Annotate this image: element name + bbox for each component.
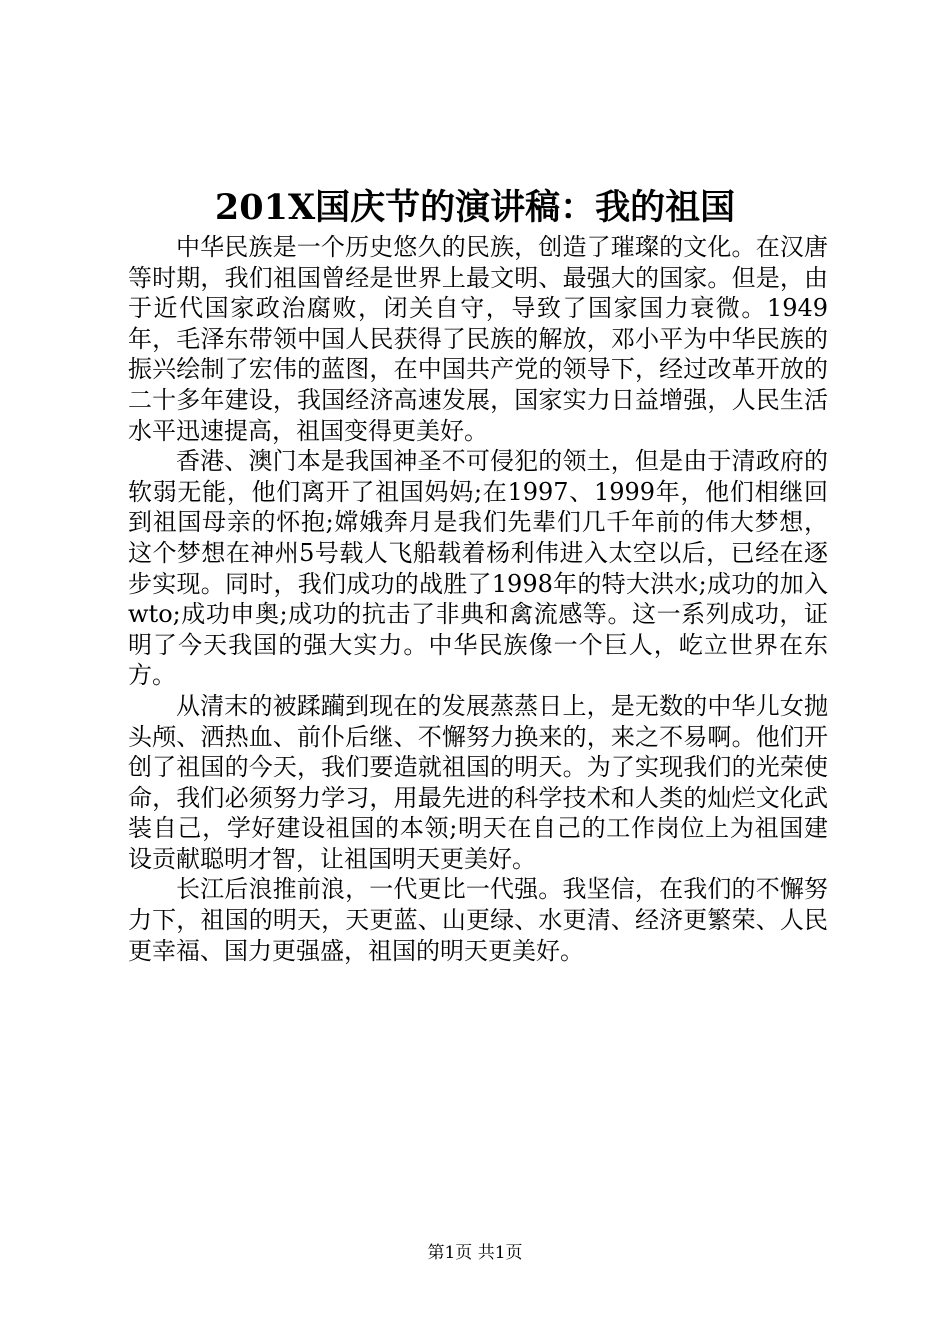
paragraph-4: 长江后浪推前浪，一代更比一代强。我坚信，在我们的不懈努力下，祖国的明天，天更蓝、山更绿、水更清、经济更繁荣、人民更幸福、国力更强盛，祖国的明天更美好。 <box>128 875 828 965</box>
document-body <box>128 232 828 966</box>
paragraph-3: 从清末的被蹂躏到现在的发展蒸蒸日上，是无数的中华儿女抛头颅、洒热血、前仆后继、不懈努力换来的，来之不易啊。他们开创了祖国的今天，我们要造就祖国的明天。为了实现我们的光荣使命，我们必须努力学习，用最先进的科学技术和人类的灿烂文化武装自己，学好建设祖国的本领;明天在自己的工作岗位上为祖国建设贡献聪明才智，让祖国明天更美好。 <box>128 691 828 873</box>
paragraph-1: 中华民族是一个历史悠久的民族，创造了璀璨的文化。在汉唐等时期，我们祖国曾经是世界上最文明、最强大的国家。但是，由于近代国家政治腐败，闭关自守，导致了国家国力衰微。1949年，毛泽东带领中国人民获得了民族的解放，邓小平为中华民族的振兴绘制了宏伟的蓝图，在中国共产党的领导下，经过改革开放的二十多年建设，我国经济高速发展，国家实力日益增强，人民生活水平迅速提高，祖国变得更美好。 <box>128 233 828 445</box>
page-number-footer: 第1页 共1页 <box>427 1243 523 1263</box>
document-title: 201X国庆节的演讲稿：我的祖国 <box>214 187 736 228</box>
paragraph-2: 香港、澳门本是我国神圣不可侵犯的领土，但是由于清政府的软弱无能，他们离开了祖国妈妈;在1997、1999年，他们相继回到祖国母亲的怀抱;嫦娥奔月是我们先辈们几千年前的伟大梦想，这个梦想在神州5号载人飞船载着杨利伟进入太空以后，已经在逐步实现。同时，我们成功的战胜了1998年的特大洪水;成功的加入wto;成功申奥;成功的抗击了非典和禽流感等。这一系列成功，证明了今天我国的强大实力。中华民族像一个巨人，屹立世界在东方。 <box>128 447 828 690</box>
